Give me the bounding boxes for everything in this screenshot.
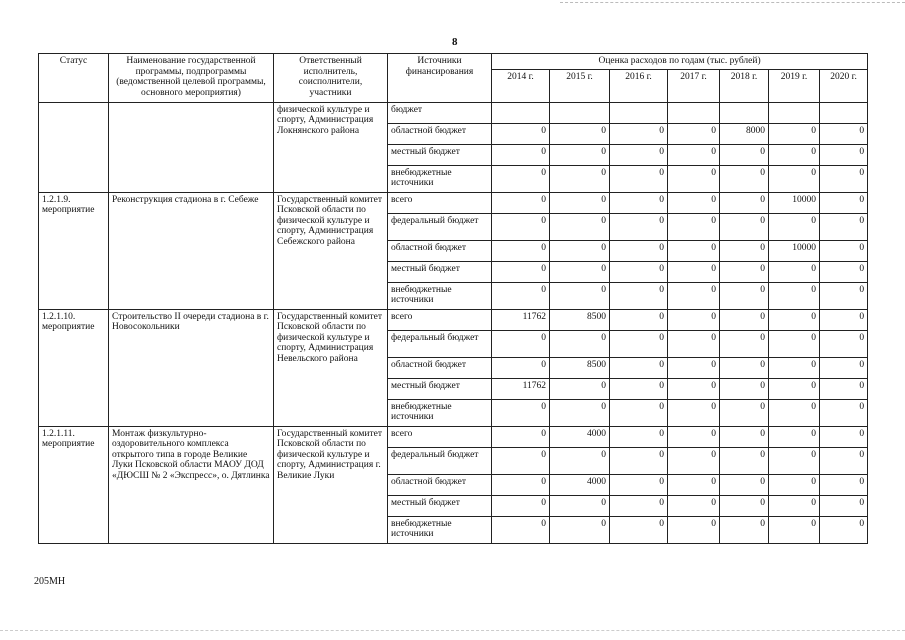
row-funding-source: местный бюджет <box>388 261 492 282</box>
row-amount: 8500 <box>550 309 610 330</box>
row-amount: 11762 <box>492 309 550 330</box>
row-funding-source: федеральный бюджет <box>388 213 492 240</box>
row-amount: 0 <box>769 213 820 240</box>
row-amount: 0 <box>820 399 868 426</box>
table-header <box>39 54 868 103</box>
row-amount: 0 <box>492 144 550 165</box>
row-funding-source: внебюджетные источники <box>388 165 492 192</box>
row-amount: 0 <box>720 261 769 282</box>
row-amount: 0 <box>492 261 550 282</box>
row-amount: 0 <box>668 495 720 516</box>
row-program-name: Реконструкция стадиона в г. Себеже <box>109 192 274 309</box>
row-amount: 0 <box>550 399 610 426</box>
row-amount <box>550 102 610 123</box>
row-amount: 0 <box>769 261 820 282</box>
row-amount: 0 <box>550 495 610 516</box>
row-amount: 0 <box>720 192 769 213</box>
table-body <box>39 102 868 543</box>
row-amount: 0 <box>668 192 720 213</box>
scan-artifact-top <box>560 2 905 3</box>
row-amount: 0 <box>550 123 610 144</box>
row-funding-source: всего <box>388 426 492 447</box>
row-amount: 0 <box>492 330 550 357</box>
row-amount: 0 <box>769 378 820 399</box>
row-amount: 0 <box>668 399 720 426</box>
header-year: 2015 г. <box>550 69 610 102</box>
row-amount: 0 <box>720 309 769 330</box>
row-amount: 0 <box>668 213 720 240</box>
row-amount: 0 <box>769 495 820 516</box>
row-amount: 0 <box>610 282 668 309</box>
row-amount: 0 <box>492 123 550 144</box>
row-amount <box>492 102 550 123</box>
row-amount: 0 <box>550 378 610 399</box>
row-funding-source: всего <box>388 192 492 213</box>
row-amount: 0 <box>820 330 868 357</box>
row-amount: 0 <box>610 516 668 543</box>
row-amount <box>668 102 720 123</box>
table-row <box>39 192 868 213</box>
row-amount: 0 <box>820 447 868 474</box>
row-funding-source: внебюджетные источники <box>388 399 492 426</box>
row-amount: 0 <box>820 123 868 144</box>
row-amount: 0 <box>820 357 868 378</box>
row-amount: 0 <box>492 399 550 426</box>
row-amount: 0 <box>820 165 868 192</box>
row-amount: 0 <box>720 399 769 426</box>
row-amount: 0 <box>769 123 820 144</box>
row-amount: 0 <box>492 516 550 543</box>
row-amount: 0 <box>668 282 720 309</box>
row-funding-source: областной бюджет <box>388 240 492 261</box>
row-amount: 0 <box>820 261 868 282</box>
row-amount: 0 <box>610 261 668 282</box>
header-year: 2017 г. <box>668 69 720 102</box>
row-funding-source: федеральный бюджет <box>388 447 492 474</box>
row-amount: 0 <box>720 447 769 474</box>
row-amount: 0 <box>550 516 610 543</box>
row-amount: 0 <box>720 240 769 261</box>
row-amount: 0 <box>769 426 820 447</box>
row-amount: 0 <box>769 282 820 309</box>
table-row <box>39 309 868 330</box>
row-amount: 0 <box>820 309 868 330</box>
row-amount: 0 <box>769 144 820 165</box>
row-amount: 0 <box>492 282 550 309</box>
row-amount <box>820 102 868 123</box>
row-amount: 0 <box>610 378 668 399</box>
row-amount: 8000 <box>720 123 769 144</box>
row-amount: 0 <box>492 240 550 261</box>
row-amount: 0 <box>492 213 550 240</box>
row-amount: 0 <box>720 495 769 516</box>
row-amount: 0 <box>668 357 720 378</box>
header-year: 2016 г. <box>610 69 668 102</box>
row-amount <box>769 102 820 123</box>
row-amount: 0 <box>610 447 668 474</box>
page-number: 8 <box>452 36 458 48</box>
row-amount: 0 <box>550 330 610 357</box>
row-amount: 0 <box>769 516 820 543</box>
row-amount: 0 <box>610 474 668 495</box>
row-amount: 0 <box>668 426 720 447</box>
row-status: 1.2.1.10. мероприятие <box>39 309 109 426</box>
row-funding-source: местный бюджет <box>388 144 492 165</box>
row-amount: 0 <box>610 426 668 447</box>
table-row <box>39 426 868 447</box>
scan-artifact-bottom <box>0 630 905 631</box>
row-amount: 0 <box>550 447 610 474</box>
row-amount: 0 <box>720 474 769 495</box>
row-amount: 0 <box>720 282 769 309</box>
row-amount: 10000 <box>769 240 820 261</box>
row-amount: 0 <box>820 192 868 213</box>
row-amount: 0 <box>820 474 868 495</box>
row-amount: 0 <box>492 192 550 213</box>
row-amount: 0 <box>610 495 668 516</box>
row-funding-source: бюджет <box>388 102 492 123</box>
row-executor: Государственный комитет Псковской области по физической культуре и спорту, Администрация г. Великие Луки <box>274 426 388 543</box>
row-amount: 0 <box>550 192 610 213</box>
row-funding-source: местный бюджет <box>388 495 492 516</box>
row-amount: 0 <box>720 426 769 447</box>
row-executor: Государственный комитет Псковской области по физической культуре и спорту, Администрация Невельского района <box>274 309 388 426</box>
row-amount: 0 <box>769 357 820 378</box>
row-amount: 0 <box>550 261 610 282</box>
row-amount: 0 <box>610 165 668 192</box>
row-funding-source: внебюджетные источники <box>388 516 492 543</box>
row-amount: 0 <box>769 447 820 474</box>
row-amount: 0 <box>820 495 868 516</box>
row-funding-source: областной бюджет <box>388 474 492 495</box>
row-amount: 0 <box>769 399 820 426</box>
header-executor: Ответственный исполнитель, соисполнители, участники <box>274 54 388 103</box>
header-program-name: Наименование государственной программы, подпрограммы (ведомственной целевой программы, основного мероприятия) <box>109 54 274 103</box>
row-amount: 0 <box>720 330 769 357</box>
row-amount: 0 <box>820 282 868 309</box>
row-executor: физической культуре и спорту, Администрация Локнянского района <box>274 102 388 192</box>
row-amount: 0 <box>550 282 610 309</box>
row-amount: 0 <box>668 330 720 357</box>
row-amount: 0 <box>820 378 868 399</box>
row-amount: 0 <box>610 144 668 165</box>
row-amount: 4000 <box>550 474 610 495</box>
row-amount: 0 <box>668 261 720 282</box>
row-amount: 0 <box>720 378 769 399</box>
row-status: 1.2.1.9. мероприятие <box>39 192 109 309</box>
row-amount: 0 <box>720 516 769 543</box>
row-amount: 0 <box>720 165 769 192</box>
row-amount: 0 <box>668 240 720 261</box>
header-expense-estimate: Оценка расходов по годам (тыс. рублей) <box>492 54 868 70</box>
row-amount <box>610 102 668 123</box>
row-amount: 0 <box>492 447 550 474</box>
row-status <box>39 102 109 192</box>
row-amount: 0 <box>550 213 610 240</box>
row-amount: 0 <box>769 165 820 192</box>
table-row <box>39 102 868 123</box>
header-year: 2014 г. <box>492 69 550 102</box>
row-amount: 0 <box>610 213 668 240</box>
row-amount: 0 <box>492 474 550 495</box>
row-amount: 0 <box>769 330 820 357</box>
row-amount: 0 <box>610 309 668 330</box>
row-amount: 0 <box>668 144 720 165</box>
row-amount: 4000 <box>550 426 610 447</box>
row-funding-source: всего <box>388 309 492 330</box>
header-year: 2020 г. <box>820 69 868 102</box>
row-amount: 0 <box>820 516 868 543</box>
row-funding-source: местный бюджет <box>388 378 492 399</box>
row-amount: 11762 <box>492 378 550 399</box>
row-amount: 0 <box>492 426 550 447</box>
row-amount: 0 <box>769 474 820 495</box>
row-program-name: Строительство II очереди стадиона в г. Новосокольники <box>109 309 274 426</box>
row-amount: 10000 <box>769 192 820 213</box>
row-amount: 0 <box>668 309 720 330</box>
row-amount: 0 <box>820 213 868 240</box>
expenditure-table <box>38 53 868 544</box>
row-amount: 0 <box>668 474 720 495</box>
row-funding-source: областной бюджет <box>388 357 492 378</box>
row-funding-source: внебюджетные источники <box>388 282 492 309</box>
header-funding-sources: Источники финансирования <box>388 54 492 103</box>
row-amount: 0 <box>668 516 720 543</box>
row-amount: 0 <box>610 240 668 261</box>
row-executor: Государственный комитет Псковской области по физической культуре и спорту, Администрация Себежского района <box>274 192 388 309</box>
row-program-name <box>109 102 274 192</box>
row-amount: 8500 <box>550 357 610 378</box>
row-amount: 0 <box>492 165 550 192</box>
row-amount: 0 <box>668 378 720 399</box>
row-amount: 0 <box>550 240 610 261</box>
row-program-name: Монтаж физкультурно-оздоровительного комплекса открытого типа в городе Великие Луки Псковской области МАОУ ДОД «ДЮСШ № 2 «Экспресс», о. Дятлинка <box>109 426 274 543</box>
header-year: 2019 г. <box>769 69 820 102</box>
row-amount: 0 <box>820 144 868 165</box>
row-amount: 0 <box>720 144 769 165</box>
row-amount: 0 <box>769 309 820 330</box>
row-amount: 0 <box>720 357 769 378</box>
row-amount: 0 <box>820 240 868 261</box>
row-funding-source: областной бюджет <box>388 123 492 144</box>
row-amount: 0 <box>610 330 668 357</box>
row-amount <box>720 102 769 123</box>
footer-code: 205МН <box>34 576 66 587</box>
row-amount: 0 <box>720 213 769 240</box>
row-amount: 0 <box>610 357 668 378</box>
row-amount: 0 <box>550 144 610 165</box>
row-amount: 0 <box>610 192 668 213</box>
row-amount: 0 <box>668 123 720 144</box>
row-amount: 0 <box>610 399 668 426</box>
header-year: 2018 г. <box>720 69 769 102</box>
row-amount: 0 <box>668 165 720 192</box>
row-amount: 0 <box>492 357 550 378</box>
row-status: 1.2.1.11. мероприятие <box>39 426 109 543</box>
row-funding-source: федеральный бюджет <box>388 330 492 357</box>
row-amount: 0 <box>820 426 868 447</box>
row-amount: 0 <box>668 447 720 474</box>
row-amount: 0 <box>492 495 550 516</box>
row-amount: 0 <box>550 165 610 192</box>
header-status: Статус <box>39 54 109 103</box>
row-amount: 0 <box>610 123 668 144</box>
